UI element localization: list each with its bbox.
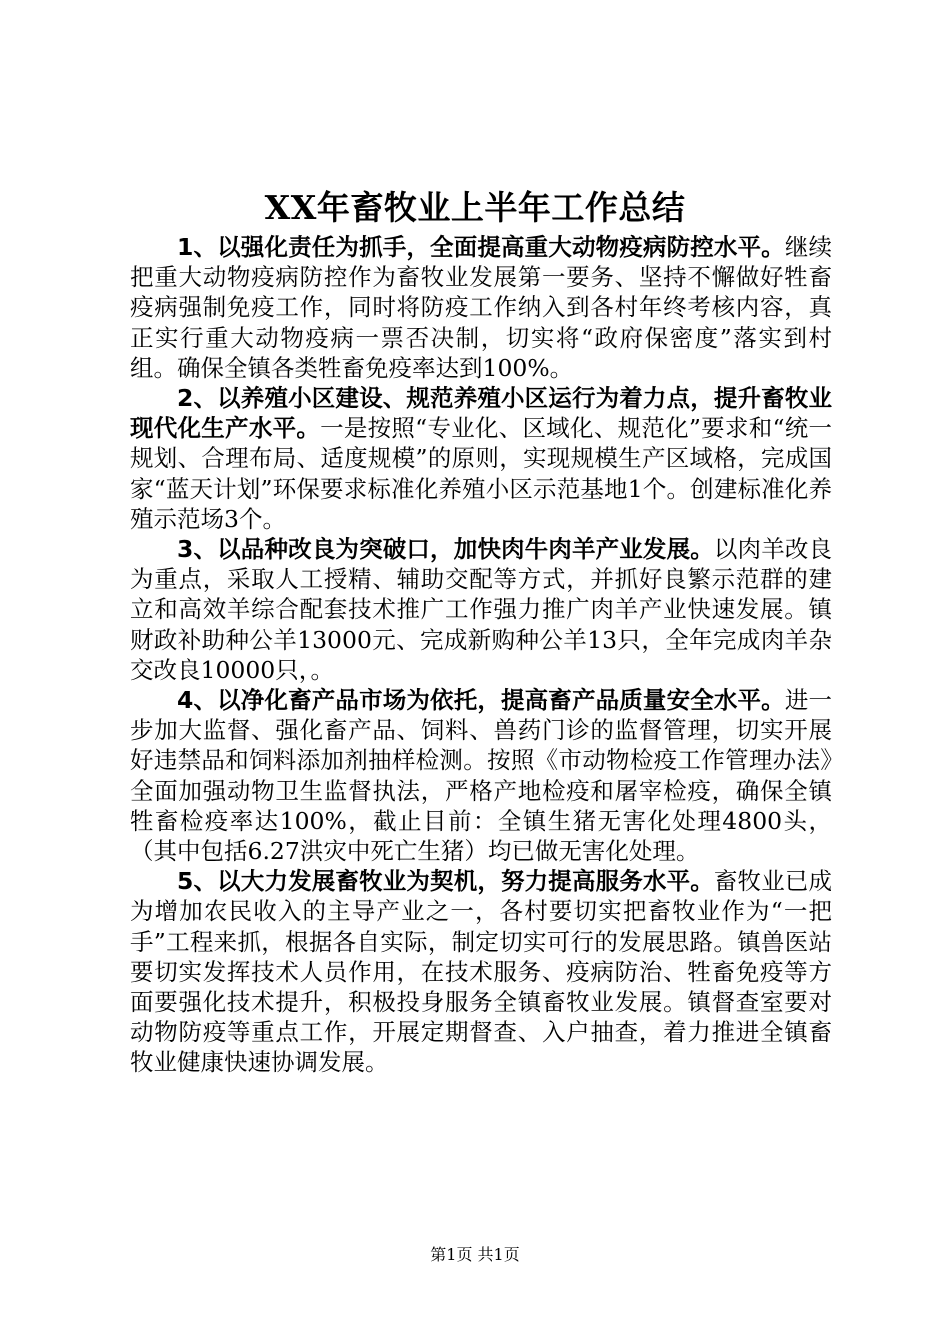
- document-body: [130, 232, 832, 1078]
- page-title: XX年畜牧业上半年工作总结: [264, 188, 686, 227]
- paragraph-heading: 2、以养殖小区建设、规范养殖小区运行为着力点，提升畜牧业现代化生产水平。: [130, 384, 832, 443]
- paragraph-heading: 1、以强化责任为抓手，全面提高重大动物疫病防控水平。: [177, 233, 785, 261]
- paragraph-heading: 5、以大力发展畜牧业为契机，努力提高服务水平。: [177, 867, 714, 896]
- paragraph-4: [130, 685, 832, 866]
- paragraph-text: 以肉羊改良为重点，采取人工授精、辅助交配等方式，并抓好良繁示范群的建立和高效羊综合配套技术推广工作强力推广肉羊产业快速发展。镇财政补助种公羊13000元、完成新购种公羊13只，全年完成肉羊杂交改良10000只，。: [130, 535, 833, 684]
- paragraph-text: 一是按照“专业化、区域化、规范化”要求和“统一规划、合理布局、适度规模”的原则，实现规模生产区域格，完成国家“蓝天计划”环保要求标准化养殖小区示范基地1个。创建标准化养殖示范场3个。: [130, 414, 832, 533]
- page-number: 第1页: [430, 1245, 473, 1264]
- paragraph-text: 继续把重大动物疫病防控作为畜牧业发展第一要务、坚持不懈做好牲畜疫病强制免疫工作，同时将防疫工作纳入到各村年终考核内容，真正实行重大动物疫病一票否决制，切实将“政府保密度”落实到村组。确保全镇各类牲畜免疫率达到100%。: [130, 233, 832, 382]
- page-footer: [0, 1244, 950, 1266]
- paragraph-text: 畜牧业已成为增加农民收入的主导产业之一，各村要切实把畜牧业作为“一把手”工程来抓，根据各自实际，制定切实可行的发展思路。镇兽医站要切实发挥技术人员作用，在技术服务、疫病防治、牲畜免疫等方面要强化技术提升，积极投身服务全镇畜牧业发展。镇督查室要对动物防疫等重点工作，开展定期督查、入户抽查，着力推进全镇畜牧业健康快速协调发展。: [130, 867, 833, 1077]
- paragraph-text: 进一步加大监督、强化畜产品、饲料、兽药门诊的监督管理，切实开展好违禁品和饲料添加剂抽样检测。按照《市动物检疫工作管理办法》全面加强动物卫生监督执法，严格产地检疫和屠宰检疫，确保全镇牲畜检疫率达100%，截止目前：全镇生猪无害化处理4800头，（其中包括6.27洪灾中死亡生猪）均已做无害化处理。: [130, 686, 832, 866]
- paragraph-heading: 4、以净化畜产品市场为依托，提高畜产品质量安全水平。: [177, 686, 785, 715]
- paragraph-heading: 3、以品种改良为突破口，加快肉牛肉羊产业发展。: [177, 535, 714, 564]
- paragraph-1: [130, 232, 832, 383]
- paragraph-3: [130, 534, 832, 685]
- paragraph-5: [130, 866, 832, 1077]
- paragraph-2: [130, 383, 832, 534]
- page-total: 共1页: [477, 1245, 520, 1264]
